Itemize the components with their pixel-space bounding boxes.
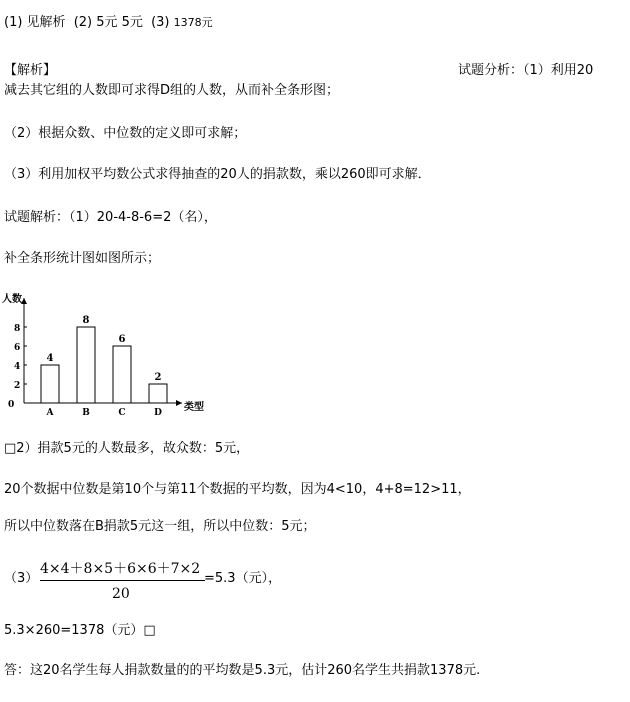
final-answer: 答：这20名学生每人捐款数量的的平均数是5.3元，估计260名学生共捐款1378元. <box>4 663 481 678</box>
answer-part-2: (2) 5元 5元 <box>73 15 143 30</box>
answer-part-3-value: 1378元 <box>173 16 213 29</box>
bar-B <box>77 327 95 403</box>
y-tick-label: 8 <box>14 324 21 334</box>
analysis-step-2: （2）根据众数、中位数的定义即可求解； <box>4 126 247 141</box>
category-label-B: B <box>82 408 90 418</box>
chart-ylabel: 人数 <box>2 294 22 305</box>
bar-D <box>149 384 167 403</box>
mean-label: （3） <box>4 571 39 586</box>
answer-summary <box>4 14 213 32</box>
median-conclusion: 所以中位数落在B捐款5元这一组，所以中位数：5元； <box>4 519 316 534</box>
solution-line-2: 补全条形统计图如图所示； <box>4 251 161 266</box>
answer-part-1: (1) 见解析 <box>4 15 66 30</box>
answer-part-3: (3) <box>151 15 170 30</box>
data-label-D: 2 <box>154 372 162 383</box>
category-label-D: D <box>154 408 162 418</box>
median-line: 20个数据中位数是第10个与第11个数据的平均数，因为4<10，4+8=12>11， <box>4 482 471 497</box>
solution-line-1: 试题解析：（1）20-4-8-6=2（名）， <box>4 210 217 225</box>
total-line: 5.3×260=1378（元）□ <box>4 623 156 638</box>
chart-xlabel: 类型 <box>184 402 204 413</box>
data-label-C: 6 <box>118 334 126 345</box>
analysis-intro-line-2: 减去其它组的人数即可求得D组的人数，从而补全条形图； <box>4 83 340 98</box>
x-axis-arrow <box>176 400 182 406</box>
mean-denominator: 20 <box>112 586 130 602</box>
y-tick-label: 4 <box>14 362 21 372</box>
mean-fraction <box>40 558 210 608</box>
analysis-heading: 【解析】 <box>4 63 57 78</box>
bar-C <box>113 346 131 403</box>
data-label-B: 8 <box>82 315 90 326</box>
mean-numerator: 4×4＋8×5＋6×6＋7×2 <box>40 561 201 577</box>
category-label-C: C <box>118 408 126 418</box>
y-tick-label: 0 <box>8 400 15 410</box>
y-tick-label: 2 <box>14 381 21 391</box>
y-tick-label: 6 <box>14 343 21 353</box>
bar-A <box>41 365 59 403</box>
category-label-A: A <box>46 408 54 418</box>
analysis-intro-right: 试题分析：（1）利用20 <box>458 63 594 78</box>
data-label-A: 4 <box>46 353 54 364</box>
mode-line: □2）捐款5元的人数最多，故众数：5元， <box>4 441 250 456</box>
mean-result: =5.3（元）， <box>204 571 282 586</box>
fraction-bar <box>40 580 205 581</box>
analysis-step-3: （3）利用加权平均数公式求得抽查的20人的捐款数，乘以260即可求解． <box>4 167 431 182</box>
bar-chart <box>0 288 230 418</box>
